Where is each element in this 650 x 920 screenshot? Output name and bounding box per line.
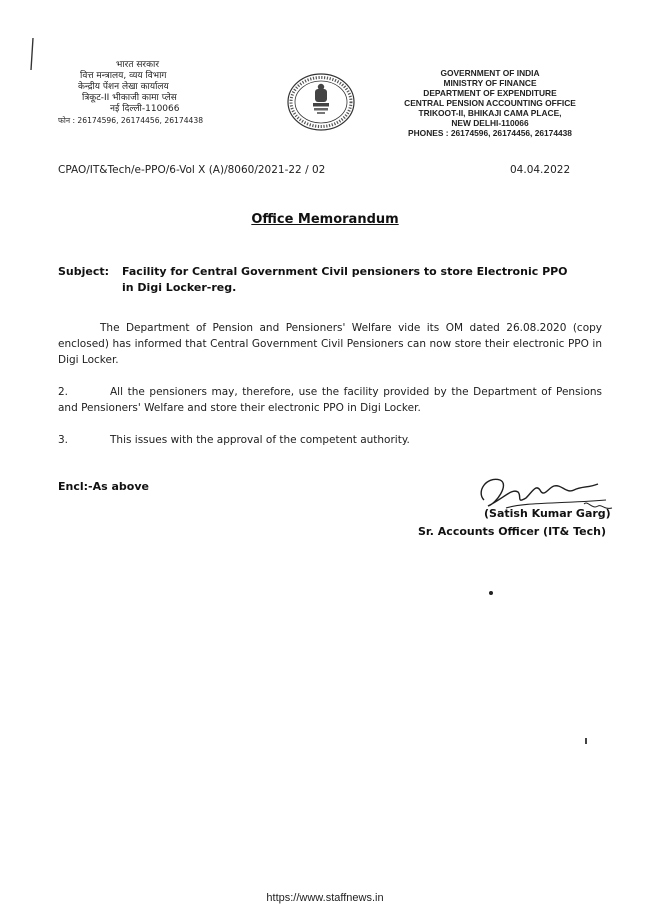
english-letterhead [372,68,608,138]
hindi-line: नई दिल्ली-110066 [110,104,180,114]
hindi-line: वित्त मन्त्रालय, व्यय विभाग [80,71,167,81]
reference-number: CPAO/IT&Tech/e-PPO/6-Vol X (A)/8060/2021-22 / 02 [58,164,326,176]
hindi-line: त्रिकूट-II भीकाजी कामा प्लेस [82,93,177,103]
english-line: GOVERNMENT OF INDIA [440,68,540,78]
english-line: DEPARTMENT OF EXPENDITURE [423,88,557,98]
paragraph-text: All the pensioners may, therefore, use the facility provided by the Department of Pensions and Pensioners' Welfare and store their electronic PPO in Digi Locker. [58,386,602,414]
paragraph-3: This issues with the approval of the competent authority. [110,434,410,446]
paragraph-2 [58,384,602,416]
english-line: MINISTRY OF FINANCE [443,78,537,88]
english-line: TRIKOOT-II, BHIKAJI CAMA PLACE, [418,108,562,118]
hindi-letterhead [58,60,258,126]
english-line: NEW DELHI-110066 [451,118,529,128]
subject-label: Subject: [58,265,110,278]
english-phone: PHONES : 26174596, 26174456, 26174438 [408,128,572,138]
paragraph-text: The Department of Pension and Pensioners' Welfare vide its OM dated 26.08.2020 (copy enclosed) has informed that Central Government Civil Pensioners can now store their electronic PPO in Digi Locker. [58,322,602,366]
signatory-name: (Satish Kumar Garg) [484,507,611,520]
signatory-designation: Sr. Accounts Officer (IT& Tech) [418,525,606,538]
page-title: Office Memorandum [251,212,399,227]
subject-text: Facility for Central Government Civil pensioners to store Electronic PPO in Digi Locker-reg. [122,265,568,294]
paragraph-1 [58,320,602,368]
english-line: CENTRAL PENSION ACCOUNTING OFFICE [404,98,576,108]
stray-dot [489,591,493,595]
hindi-line: केन्द्रीय पेंशन लेखा कार्यालय [78,82,169,92]
hindi-line: भारत सरकार [116,60,160,70]
hindi-phone: फोन : 26174596, 26174456, 26174438 [58,116,204,125]
paragraph-num: 3. [58,434,69,446]
footer-url[interactable]: https://www.staffnews.in [266,892,384,904]
enclosure-note: Encl:-As above [58,480,149,493]
margin-mark [28,36,36,72]
paragraph-num: 2. [58,386,69,398]
emblem-seal-icon [286,72,356,132]
stray-mark [585,738,587,744]
memo-date: 04.04.2022 [510,164,571,176]
